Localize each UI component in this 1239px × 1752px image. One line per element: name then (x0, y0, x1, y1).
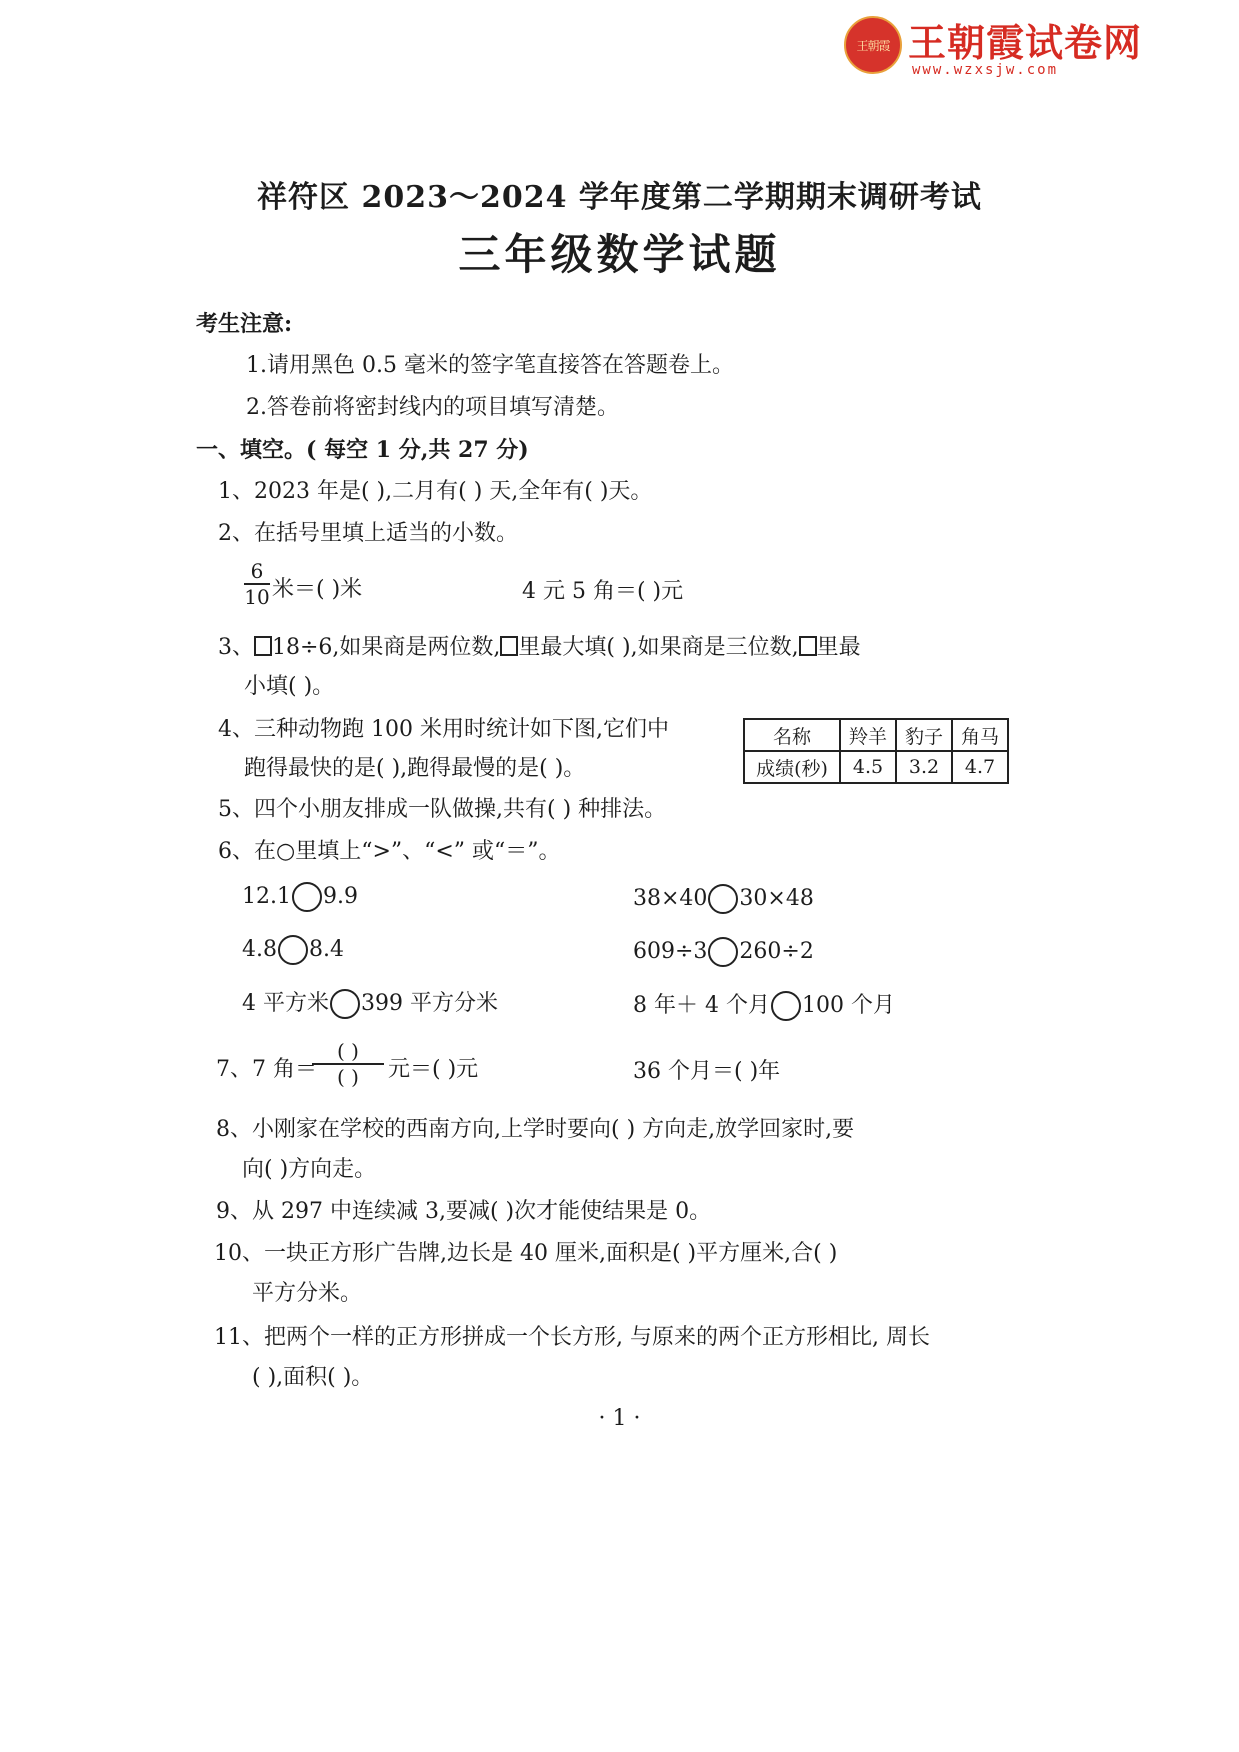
compare-item: 8 年＋ 4 个月 100 个月 (633, 991, 895, 1021)
fraction-numerator: 6 (250, 559, 264, 583)
question-5: 5、四个小朋友排成一队做操,共有( ) 种排法。 (218, 797, 667, 822)
question-3-text-c: 里最 (816, 635, 861, 660)
compare-circle-icon (708, 937, 738, 967)
compare-item: 38×40 30×48 (633, 884, 814, 914)
exam-title: 祥符区 2023～2024 学年度第二学期期末调研考试 (257, 180, 982, 215)
compare-circle-icon (330, 989, 360, 1019)
question-3 (218, 634, 861, 662)
compare-circle-icon (278, 935, 308, 965)
page-number: · 1 · (598, 1406, 641, 1431)
question-8-line1: 8、小刚家在学校的西南方向,上学时要向( ) 方向走,放学回家时,要 (216, 1117, 855, 1142)
question-6: 6、在○里填上“>”、“<” 或“＝”。 (218, 839, 561, 864)
question-2a: 米＝( )米 (272, 577, 363, 602)
compare-circle-icon (771, 991, 801, 1021)
question-7b: 元＝( )元 (388, 1057, 479, 1082)
watermark-logo (844, 12, 1164, 78)
watermark-url: www.wzxsjw.com (912, 62, 1059, 78)
question-4-line1: 4、三种动物跑 100 米用时统计如下图,它们中 (218, 717, 669, 742)
blank-box-icon (799, 636, 817, 656)
question-2: 2、在括号里填上适当的小数。 (218, 521, 518, 546)
fraction-denominator: ( ) (337, 1065, 359, 1089)
blank-box-icon (500, 636, 518, 656)
exam-subtitle: 三年级数学试题 (458, 230, 781, 279)
fraction-six-tenths (244, 560, 270, 608)
question-3-text-a: 18÷6,如果商是两位数, (272, 635, 501, 660)
table-cell: 4.5 (840, 751, 896, 783)
question-10-line2: 平方分米。 (252, 1281, 363, 1306)
question-4-line2: 跑得最快的是( ),跑得最慢的是( )。 (244, 756, 586, 781)
running-times-table (743, 718, 1009, 784)
fraction-numerator: ( ) (337, 1039, 359, 1063)
question-11-line2: ( ),面积( )。 (252, 1365, 374, 1390)
compare-item: 12.1 9.9 (242, 882, 358, 912)
question-3-number: 3、 (218, 635, 254, 660)
table-cell: 3.2 (896, 751, 952, 783)
question-2b: 4 元 5 角＝( )元 (522, 579, 684, 604)
table-cell: 成绩(秒) (744, 751, 840, 783)
seal-icon: 王朝霞 (844, 16, 902, 74)
question-9: 9、从 297 中连续减 3,要减( )次才能使结果是 0。 (216, 1199, 712, 1224)
compare-item: 4.8 8.4 (242, 935, 344, 965)
question-10-line1: 10、一块正方形广告牌,边长是 40 厘米,面积是( )平方厘米,合( ) (214, 1241, 838, 1266)
question-3-line2: 小填( )。 (244, 674, 335, 699)
question-7a: 7、7 角＝ (216, 1057, 317, 1082)
table-cell: 4.7 (952, 751, 1008, 783)
fraction-denominator: 10 (244, 585, 270, 609)
compare-item: 4 平方米 399 平方分米 (242, 989, 498, 1019)
fraction-blank (312, 1040, 384, 1088)
watermark-name: 王朝霞试卷网 (908, 21, 1143, 65)
question-1: 1、2023 年是( ),二月有( ) 天,全年有( )天。 (218, 479, 653, 504)
table-cell: 豹子 (896, 719, 952, 751)
question-3-text-b: 里最大填( ),如果商是三位数, (518, 635, 799, 660)
table-row (744, 719, 1008, 751)
question-7c: 36 个月＝( )年 (633, 1059, 781, 1084)
table-cell: 羚羊 (840, 719, 896, 751)
compare-circle-icon (708, 884, 738, 914)
question-11-line1: 11、把两个一样的正方形拼成一个长方形, 与原来的两个正方形相比, 周长 (214, 1325, 930, 1350)
notice-heading: 考生注意: (196, 311, 293, 337)
section-heading: 一、填空。( 每空 1 分,共 27 分) (196, 437, 529, 463)
table-row (744, 751, 1008, 783)
compare-circle-icon (292, 882, 322, 912)
question-8-line2: 向( )方向走。 (242, 1157, 377, 1182)
notice-item-1: 1.请用黑色 0.5 毫米的签字笔直接答在答题卷上。 (246, 353, 734, 378)
notice-item-2: 2.答卷前将密封线内的项目填写清楚。 (246, 395, 619, 420)
compare-item: 609÷3 260÷2 (633, 937, 814, 967)
table-cell: 名称 (744, 719, 840, 751)
blank-box-icon (254, 636, 272, 656)
table-cell: 角马 (952, 719, 1008, 751)
